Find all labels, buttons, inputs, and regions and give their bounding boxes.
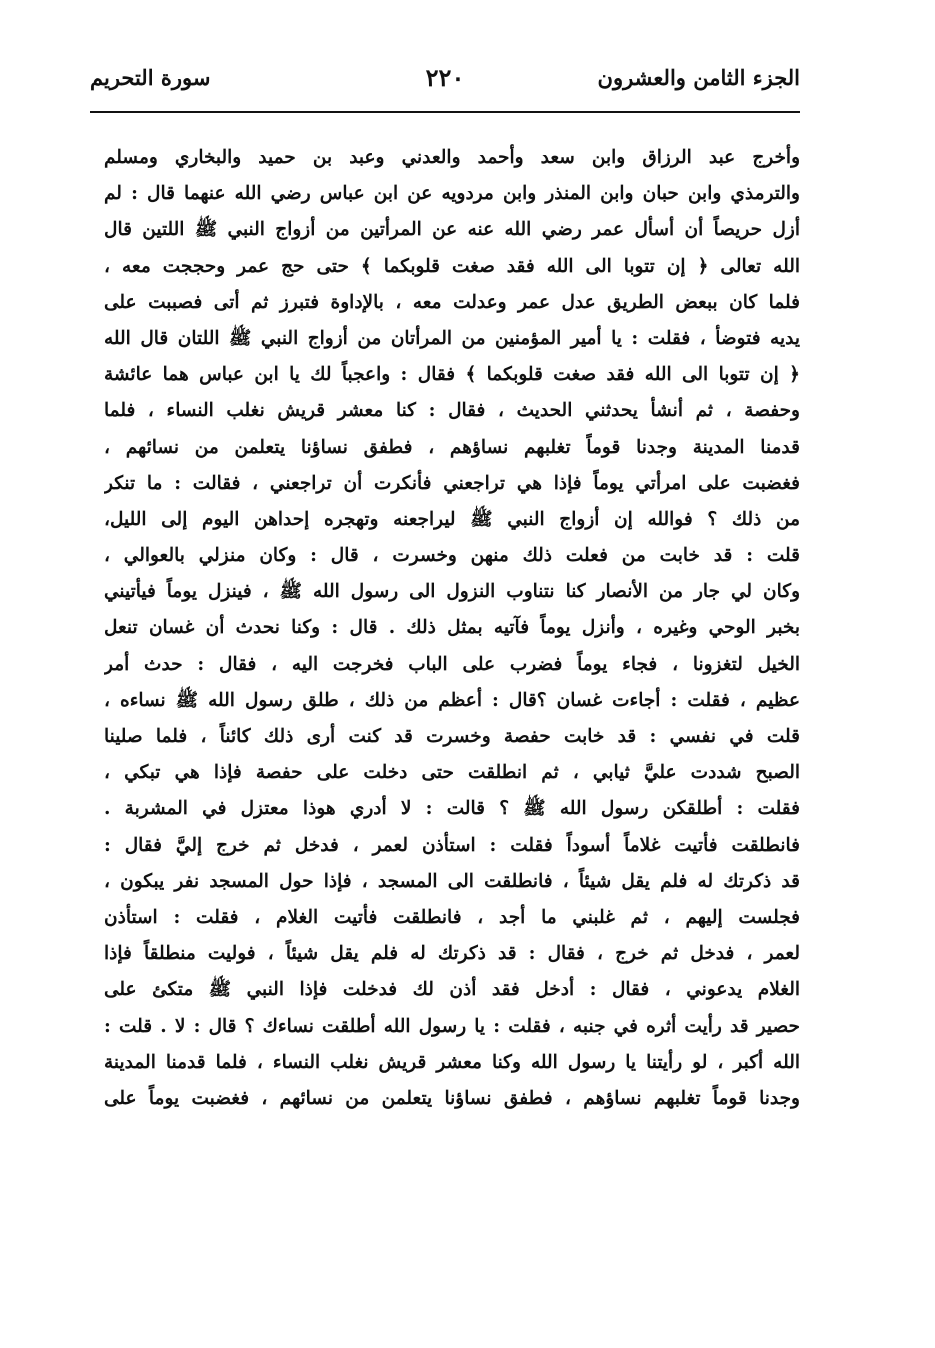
header-divider <box>90 111 800 113</box>
text-line: عظيم ، فقلت : أجاءت غسان ؟قال : أعظم من ذلك ، طلق رسول الله ﷺ نساءه ، <box>104 689 800 711</box>
text-line: فقلت : أطلقكن رسول الله ﷺ ؟ قالت : لا أدري هوذا معتزل في المشربة . <box>104 798 800 820</box>
text-line: فلما كان ببعض الطريق عدل عمر وعدلت معه ، بالإداوة فتبرز ثم أتى فصببت على <box>104 291 800 313</box>
page-header <box>90 58 800 104</box>
text-line: قدمنا المدينة وجدنا قوماً تغلبهم نساؤهم ، فطفق نساؤنا يتعلمن من نسائهم ، <box>104 436 800 458</box>
body-text <box>104 140 800 1117</box>
text-line: بخبر الوحي وغيره ، وأنزل يوماً فآتيه بمثل ذلك . قال : وكنا نحدث أن غسان تنعل <box>104 617 800 639</box>
text-line: الله تعالى ﴿ إن تتوبا الى الله فقد صغت قلوبكما ﴾ حتى حج عمر وحججت معه ، <box>104 255 800 277</box>
text-line: قد ذكرتك له فلم يقل شيئاً ، فانطلقت الى المسجد ، فإذا حول المسجد نفر يبكون ، <box>104 870 800 892</box>
text-line: من ذلك ؟ فوالله إن أزواج النبي ﷺ ليراجعنه وتهجره إحداهن اليوم إلى الليل، <box>104 508 800 530</box>
text-line: يديه فتوضأ ، فقلت : يا أمير المؤمنين من المرأتان من أزواج النبي ﷺ اللتان قال الله <box>104 327 800 349</box>
text-line: وجدنا قوماً تغلبهم نساؤهم ، فطفق نساؤنا يتعلمن من نسائهم ، فغضبت يوماً على <box>104 1087 800 1109</box>
text-line: فانطلقت فأتيت غلاماً أسوداً فقلت : استأذن لعمر ، فدخل ثم خرج إليَّ فقال : <box>104 834 800 856</box>
surah-title: سورة التحريم <box>90 65 211 90</box>
text-line: فجلست إليهم ، ثم غلبني ما أجد ، فانطلقت فأتيت الغلام ، فقلت : استأذن <box>104 906 800 928</box>
text-line: قلت في نفسي : قد خابت حفصة وخسرت قد كنت أرى ذلك كائناً ، فلما صلينا <box>104 726 800 747</box>
page-number: ٢٢٠ <box>425 63 465 92</box>
text-line: أزل حريصاً أن أسأل عمر رضي الله عنه عن المرأتين من أزواج النبي ﷺ اللتين قال <box>104 219 800 241</box>
text-line: لعمر ، فدخل ثم خرج ، فقال : قد ذكرتك له فلم يقل شيئاً ، فوليت منطلقاً فإذا <box>104 943 800 965</box>
text-line: الخيل لتغزونا ، فجاء يوماً فضرب على الباب فخرجت اليه ، فقال : حدث أمر <box>104 653 800 675</box>
text-line: قلت : قد خابت من فعلت ذلك منهن وخسرت ، قال : وكان منزلي بالعوالي ، <box>104 545 800 567</box>
text-line: وحفصة ، ثم أنشأ يحدثني الحديث ، فقال : كنا معشر قريش نغلب النساء ، فلما <box>104 400 800 422</box>
juz-title: الجزء الثامن والعشرون <box>597 65 800 90</box>
text-line: حصير قد رأيت أثره في جنبه ، فقلت : يا رسول الله أطلقت نساءك ؟ قال : لا . قلت : <box>104 1015 800 1037</box>
text-line: وكان لي جار من الأنصار كنا نتناوب النزول الى رسول الله ﷺ ، فينزل يوماً فيأتيني <box>104 581 800 603</box>
text-line: الصبح شددت عليَّ ثيابي ، ثم انطلقت حتى دخلت على حفصة فإذا هي تبكي ، <box>104 762 800 784</box>
text-line: وأخرج عبد الرزاق وابن سعد وأحمد والعدني وعبد بن حميد والبخاري ومسلم <box>104 147 800 168</box>
text-line: الله أكبر ، لو رأيتنا يا رسول الله وكنا معشر قريش نغلب النساء ، فلما قدمنا المدينة <box>104 1051 800 1073</box>
text-line: ﴿ إن تتوبا الى الله فقد صغت قلوبكما ﴾ فقال : واعجباً لك يا ابن عباس هما عائشة <box>104 364 800 386</box>
text-line: الغلام يدعوني ، فقال : أدخل فقد أذن لك فدخلت فإذا النبي ﷺ متكئ على <box>104 979 800 1001</box>
text-line: والترمذي وابن حبان وابن المنذر وابن مردويه عن ابن عباس رضي الله عنهما قال : لم <box>104 183 800 205</box>
text-line: فغضبت على امرأتي يوماً فإذا هي تراجعني فأنكرت أن تراجعني ، فقالت : ما تنكر <box>104 472 800 494</box>
